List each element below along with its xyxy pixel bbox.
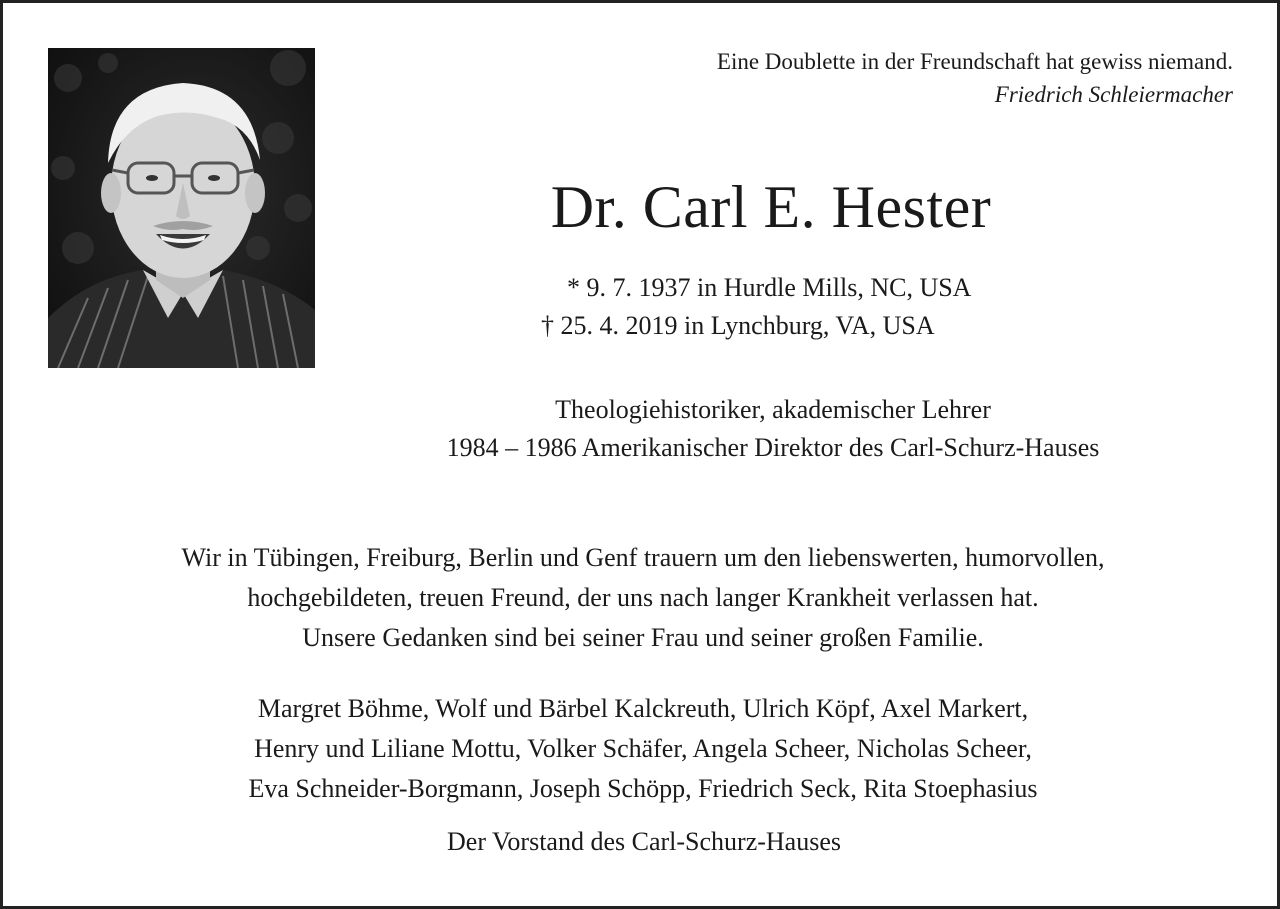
role-description xyxy=(3,391,1280,467)
signers-line-3: Eva Schneider-Borgmann, Joseph Schöpp, Friedrich Seck, Rita Stoephasius xyxy=(248,774,1038,803)
message-line-3: Unsere Gedanken sind bei seiner Frau und seiner großen Familie. xyxy=(302,623,984,652)
death-date: † 25. 4. 2019 in Lynchburg, VA, USA xyxy=(541,311,935,340)
condolence-message xyxy=(3,538,1280,658)
quote-text: Eine Doublette in der Freundschaft hat gewiss niemand. xyxy=(716,49,1233,74)
signers-line-1: Margret Böhme, Wolf und Bärbel Kalckreuth, Ulrich Köpf, Axel Markert, xyxy=(257,694,1029,723)
signers-line-2: Henry und Liliane Mottu, Volker Schäfer, Angela Scheer, Nicholas Scheer, xyxy=(254,734,1032,763)
life-dates xyxy=(541,269,971,345)
message-line-2: hochgebildeten, treuen Freund, der uns nach langer Krankheit verlassen hat. xyxy=(247,583,1039,612)
quote-author: Friedrich Schleiermacher xyxy=(994,82,1233,107)
role-line-1: Theologiehistoriker, akademischer Lehrer xyxy=(555,395,991,424)
quote-block xyxy=(717,45,1233,111)
role-line-2: 1984 – 1986 Amerikanischer Direktor des Carl-Schurz-Hauses xyxy=(446,433,1100,462)
deceased-name: Dr. Carl E. Hester xyxy=(550,174,992,240)
signers-list xyxy=(3,689,1280,809)
birth-date: * 9. 7. 1937 in Hurdle Mills, NC, USA xyxy=(567,273,972,302)
board-signature: Der Vorstand des Carl-Schurz-Hauses xyxy=(447,827,841,856)
message-line-1: Wir in Tübingen, Freiburg, Berlin und Genf trauern um den liebenswerten, humorvollen, xyxy=(181,543,1105,572)
